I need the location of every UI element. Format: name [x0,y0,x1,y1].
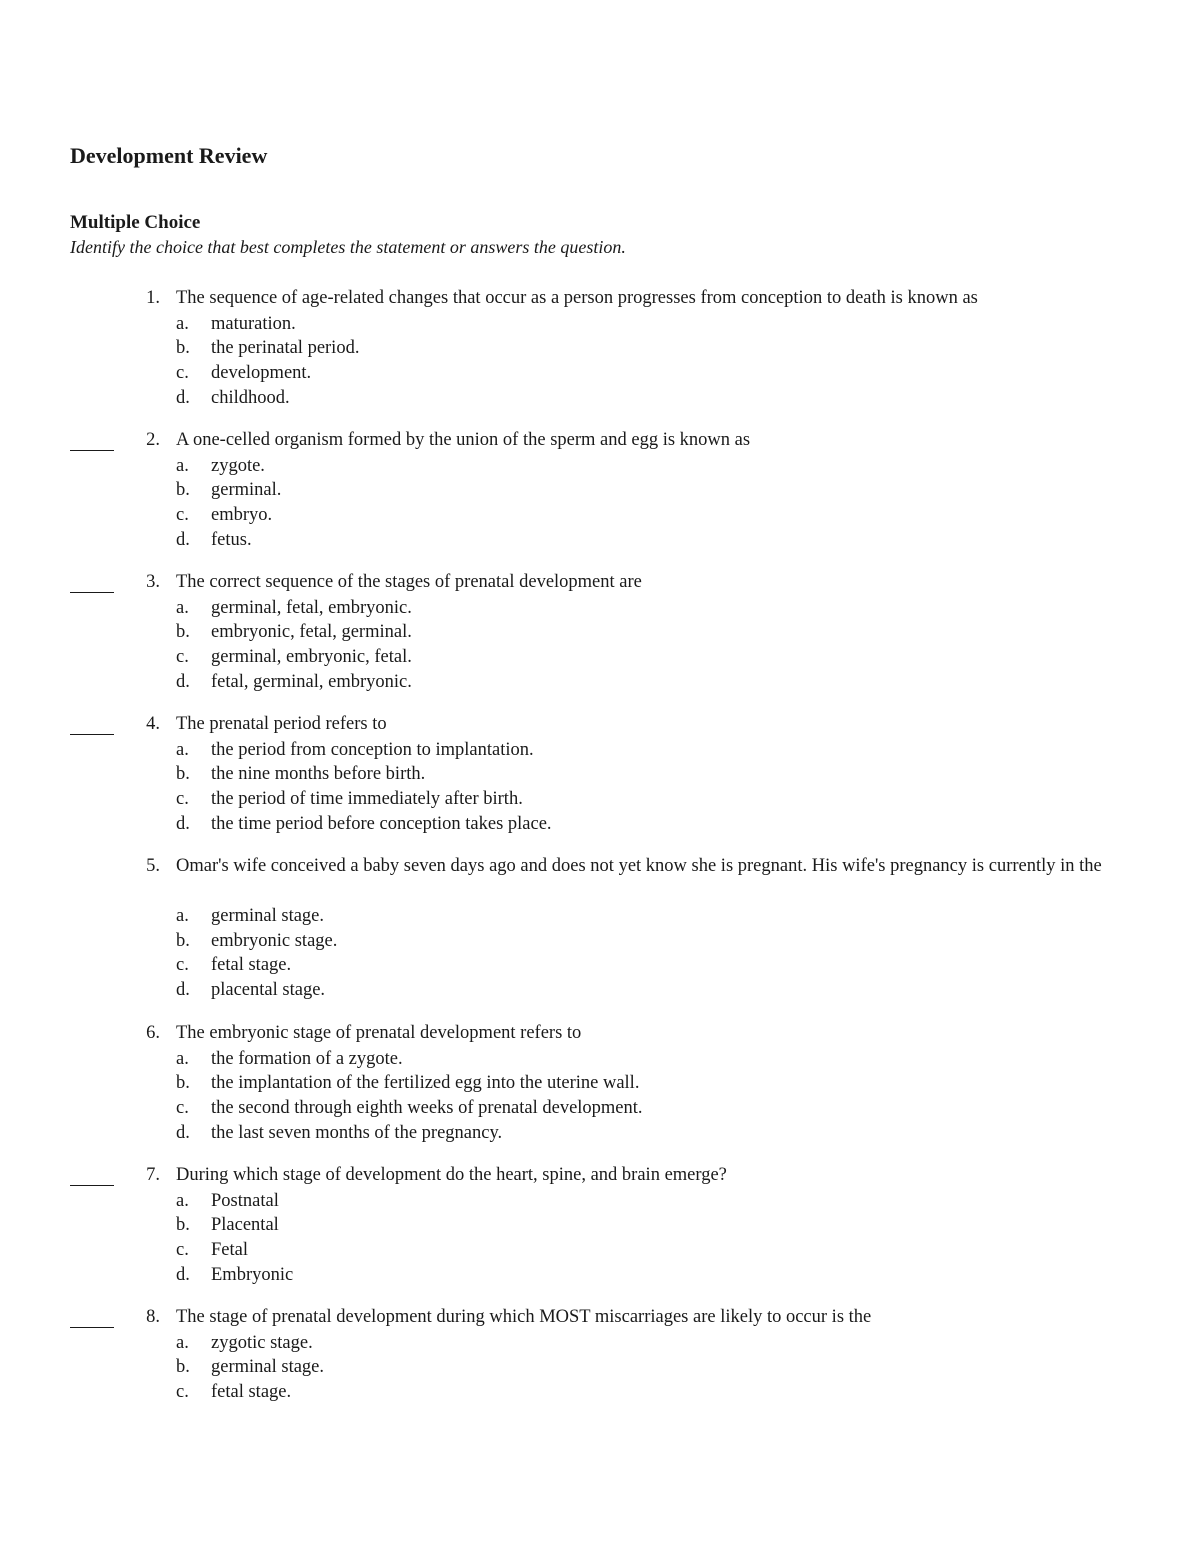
option-text: the nine months before birth. [211,764,426,785]
option-text: the period from conception to implantation. [211,739,534,760]
question-stem: The sequence of age-related changes that occur as a person progresses from conception to death is known as [176,288,978,308]
option-text: the time period before conception takes place. [211,813,552,834]
option-text: zygote. [211,455,265,476]
option-text: development. [211,362,312,383]
question-number: 8. [146,1307,160,1327]
question-number: 6. [146,1023,160,1043]
question-stem: Omar's wife conceived a baby seven days ago and does not yet know she is pregnant. His wife's pregnancy is currently in the [176,856,1102,876]
option-letter: c. [176,646,189,667]
question-stem: A one-celled organism formed by the union of the sperm and egg is known as [176,430,751,450]
option-text: Fetal [211,1239,248,1260]
option-text: fetus. [211,529,252,550]
question-stem: The embryonic stage of prenatal development refers to [176,1023,582,1043]
option-letter: c. [176,362,189,383]
option-letter: d. [176,980,190,1001]
option-letter: b. [176,480,190,501]
option-text: germinal, embryonic, fetal. [211,646,412,667]
option-text: the last seven months of the pregnancy. [211,1122,503,1143]
option-letter: b. [176,930,190,951]
answer-blank[interactable] [70,1305,114,1328]
option-letter: a. [176,313,189,334]
option-text: Embryonic [211,1264,294,1285]
option-text: germinal, fetal, embryonic. [211,597,412,618]
question-number: 4. [146,714,160,734]
option-text: Placental [211,1215,279,1236]
question-number: 5. [146,856,160,876]
question-stem: The stage of prenatal development during which MOST miscarriages are likely to occur is the [176,1307,872,1327]
answer-blank[interactable] [70,570,114,593]
option-letter: c. [176,1239,189,1260]
option-letter: a. [176,739,189,760]
option-text: germinal stage. [211,906,325,926]
option-letter: a. [176,1190,189,1211]
option-letter: c. [176,788,189,809]
option-text: childhood. [211,387,290,408]
option-letter: b. [176,622,190,643]
option-text: fetal stage. [211,1381,292,1402]
option-text: germinal. [211,480,282,501]
option-text: Postnatal [211,1190,279,1211]
option-text: embryo. [211,504,273,525]
option-letter: a. [176,1048,189,1069]
option-text: the period of time immediately after birth. [211,788,523,809]
option-text: the second through eighth weeks of prenatal development. [211,1097,643,1118]
option-letter: c. [176,1381,189,1402]
option-letter: b. [176,1357,190,1378]
question-number: 2. [146,430,160,450]
option-text: embryonic, fetal, germinal. [211,622,412,643]
option-text: placental stage. [211,980,326,1001]
answer-blank[interactable] [70,712,114,735]
option-text: fetal, germinal, embryonic. [211,671,412,692]
question-number: 7. [146,1165,160,1185]
question-stem: The prenatal period refers to [176,714,387,734]
option-letter: b. [176,1073,190,1094]
option-letter: b. [176,338,190,359]
option-letter: a. [176,1332,189,1353]
option-text: embryonic stage. [211,930,338,951]
question-number: 1. [146,288,160,308]
option-text: germinal stage. [211,1357,325,1378]
option-letter: c. [176,955,189,976]
question-number: 3. [146,572,160,592]
question-stem: During which stage of development do the heart, spine, and brain emerge? [176,1165,727,1185]
question-stem: The correct sequence of the stages of prenatal development are [176,572,642,592]
option-letter: d. [176,529,190,550]
answer-blank[interactable] [70,428,114,451]
section-heading: Multiple Choice [70,212,201,233]
option-letter: a. [176,455,189,476]
option-text: the formation of a zygote. [211,1048,403,1069]
document-title: Development Review [70,143,268,168]
option-text: zygotic stage. [211,1332,313,1353]
option-letter: d. [176,387,190,408]
option-text: maturation. [211,313,296,334]
option-text: the perinatal period. [211,338,360,359]
option-letter: d. [176,1122,190,1143]
option-letter: b. [176,764,190,785]
option-letter: d. [176,1264,190,1285]
option-letter: c. [176,504,189,525]
option-letter: a. [176,597,189,618]
option-letter: a. [176,906,189,926]
option-letter: d. [176,813,190,834]
answer-blank[interactable] [70,1163,114,1186]
option-text: fetal stage. [211,955,292,976]
option-letter: c. [176,1097,189,1118]
option-letter: d. [176,671,190,692]
option-letter: b. [176,1215,190,1236]
section-instructions: Identify the choice that best completes the statement or answers the question. [70,237,626,257]
option-text: the implantation of the fertilized egg into the uterine wall. [211,1073,640,1094]
